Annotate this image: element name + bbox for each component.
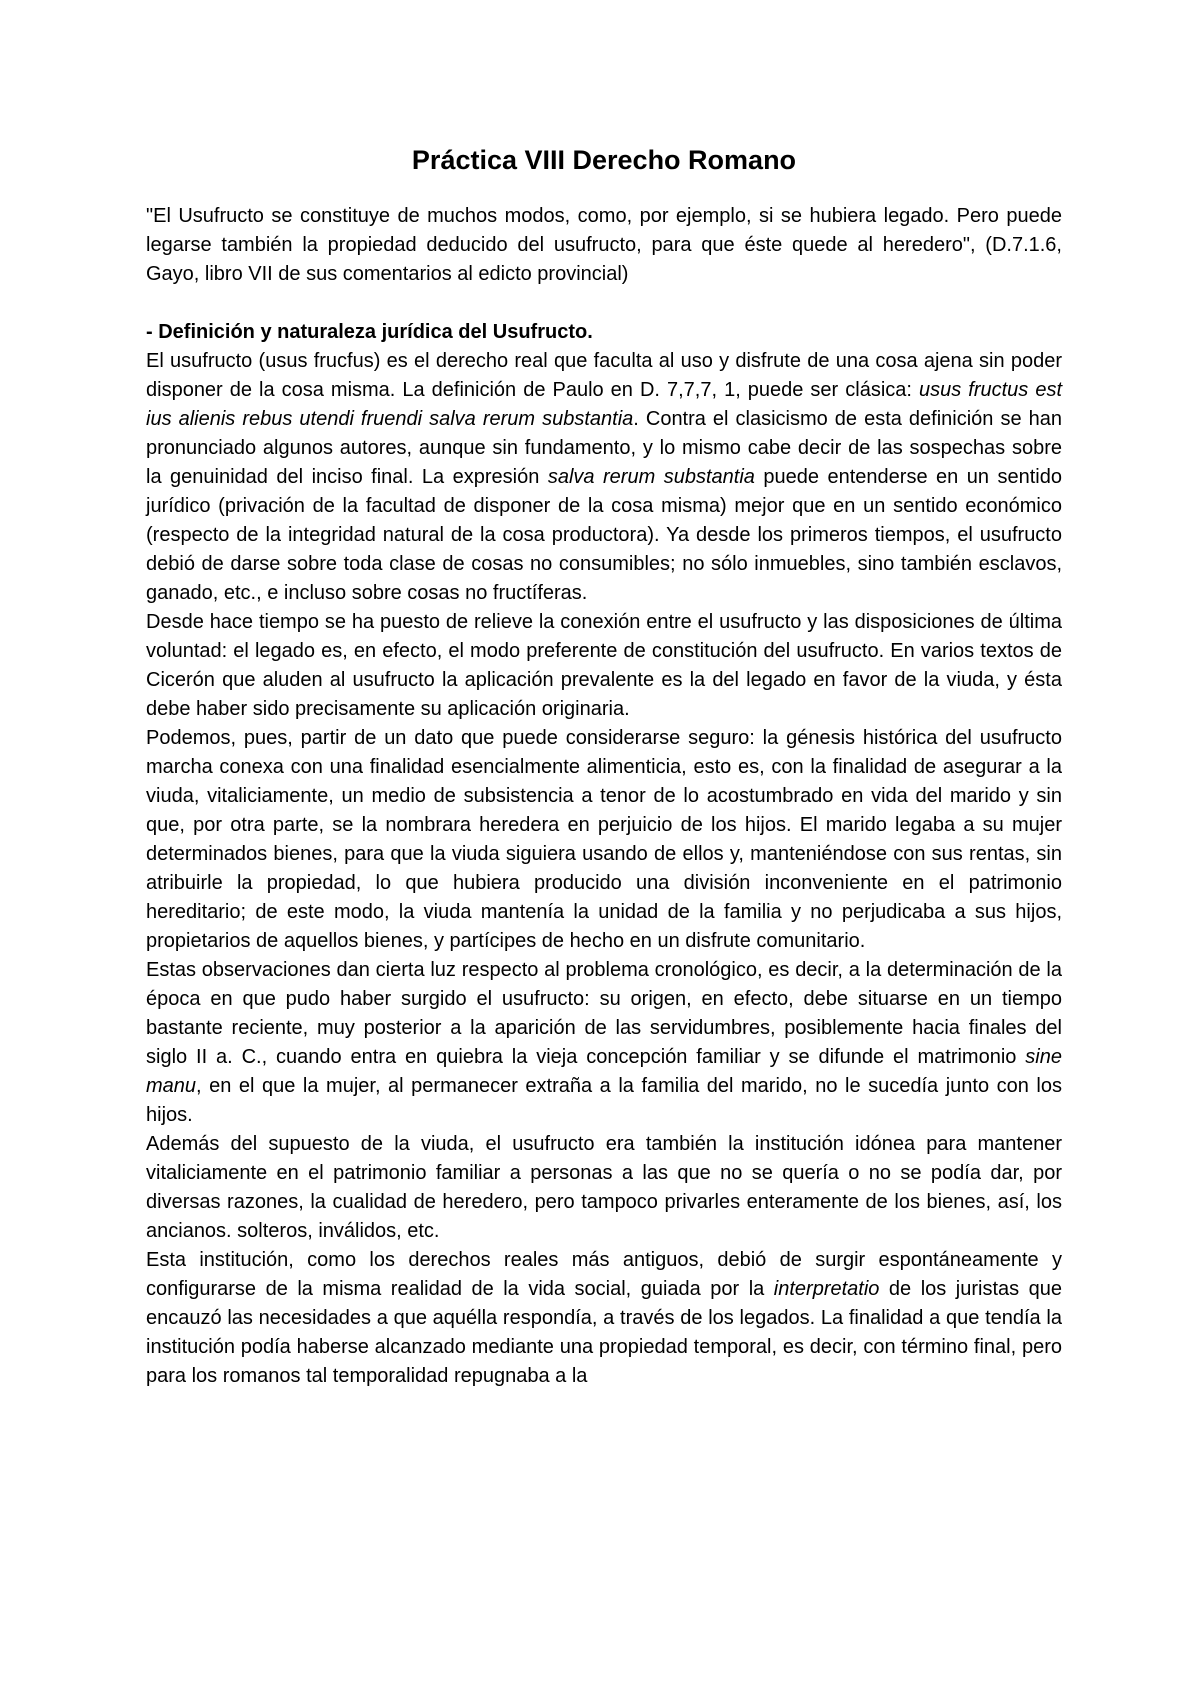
latin-term: salva rerum substantia <box>547 466 755 488</box>
quote-paragraph: "El Usufructo se constituye de muchos modos, como, por ejemplo, si se hubiera legado. Pero puede legarse también la propiedad deducido del usufructo, para que éste quede al heredero", (D.7.1.6, Gayo, libro VII de sus comentarios al edicto provincial) <box>146 205 1062 285</box>
paragraph-chronology <box>146 956 1062 1130</box>
text-run: Estas observaciones dan cierta luz respecto al problema cronológico, es decir, a la determinación de la época en que pudo haber surgido el usufructo: su origen, en efecto, debe situarse en un tiempo bastante reciente, muy posterior a la aparición de las servidumbres, posiblemente hacia finales del siglo II a. C., cuando entra en quiebra la vieja concepción familiar y se difunde el matrimonio <box>146 959 1062 1068</box>
latin-term: interpretatio <box>773 1278 880 1300</box>
text-run: . Contra el clasicismo de esta definición se han pronunciado algunos autores, aunque sin fundamento, y lo mismo cabe decir de las sospechas sobre la genuinidad del inciso final. La expresión <box>146 408 1062 488</box>
latin-term: usus fructus est ius alienis rebus utendi fruendi salva rerum substantia <box>146 379 1062 430</box>
text-run: , en el que la mujer, al permanecer extraña a la familia del marido, no le sucedía junto con los hijos. <box>146 1075 1062 1126</box>
section-heading: - Definición y naturaleza jurídica del Usufructo. <box>146 321 593 343</box>
blank-line <box>146 289 1062 318</box>
text-run: Esta institución, como los derechos reales más antiguos, debió de surgir espontáneamente y configurarse de la misma realidad de la vida social, guiada por la <box>146 1249 1062 1300</box>
paragraph-widow: Además del supuesto de la viuda, el usufructo era también la institución idónea para mantener vitaliciamente en el patrimonio familiar a personas a las que no se quería o no se podía dar, por diversas razones, la cualidad de heredero, pero tampoco privarles enteramente de los bienes, así, los ancianos. solteros, inválidos, etc. <box>146 1133 1062 1242</box>
document-page <box>146 140 1062 1391</box>
latin-term: sine manu <box>146 1046 1062 1097</box>
paragraph-definition <box>146 347 1062 608</box>
document-title: Práctica VIII Derecho Romano <box>411 145 797 175</box>
text-run: puede entenderse en un sentido jurídico (privación de la facultad de disponer de la cosa misma) mejor que en un sentido económico (respecto de la integridad natural de la cosa productora). Ya desde los primeros tiempos, el usufructo debió de darse sobre toda clase de cosas no consumibles; no sólo inmuebles, sino también esclavos, ganado, etc., e incluso sobre cosas no fructíferas. <box>146 466 1062 604</box>
paragraph-origin: Podemos, pues, partir de un dato que puede considerarse seguro: la génesis histórica del usufructo marcha conexa con una finalidad esencialmente alimenticia, esto es, con la finalidad de asegurar a la viuda, vitaliciamente, un medio de subsistencia a tenor de lo acostumbrado en vida del marido y sin que, por otra parte, se la nombrara heredera en perjuicio de los hijos. El marido legaba a su mujer determinados bienes, para que la viuda siguiera usando de ellos y, manteniéndose con sus rentas, sin atribuirle la propiedad, lo que hubiera producido una división inconveniente en el patrimonio hereditario; de este modo, la viuda mantenía la unidad de la familia y no perjudicaba a sus hijos, propietarios de aquellos bienes, y partícipes de hecho en un disfrute comunitario. <box>146 727 1062 952</box>
paragraph-legacy: Desde hace tiempo se ha puesto de relieve la conexión entre el usufructo y las disposiciones de última voluntad: el legado es, en efecto, el modo preferente de constitución del usufructo. En varios textos de Cicerón que aluden al usufructo la aplicación prevalente es la del legado en favor de la viuda, y ésta debe haber sido precisamente su aplicación originaria. <box>146 611 1062 720</box>
text-run: de los juristas que encauzó las necesidades a que aquélla respondía, a través de los legados. La finalidad a que tendía la institución podía haberse alcanzado mediante una propiedad temporal, es decir, con término final, pero para los romanos tal temporalidad repugnaba a la <box>146 1278 1062 1387</box>
text-run: El usufructo (usus frucfus) es el derecho real que faculta al uso y disfrute de una cosa ajena sin poder disponer de la cosa misma. La definición de Paulo en D. 7,7,7, 1, puede ser clásica: <box>146 350 1062 401</box>
paragraph-institution <box>146 1246 1062 1391</box>
